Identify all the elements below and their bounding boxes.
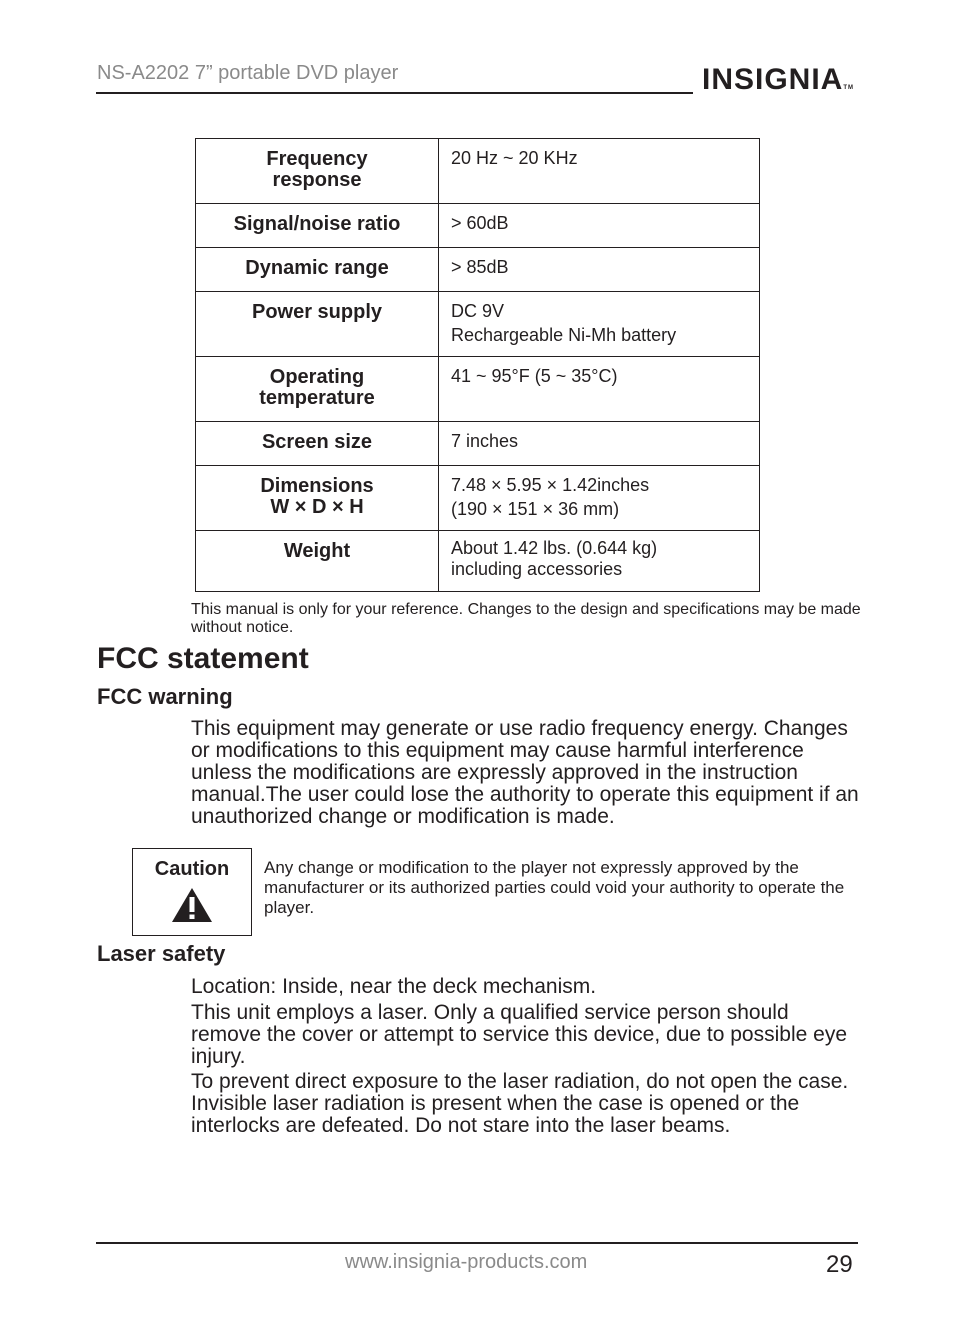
spec-value [439, 531, 760, 592]
spec-label [196, 422, 439, 466]
caution-box [132, 848, 252, 936]
fcc-warning-text: This equipment may generate or use radio frequency energy. Changes or modifications to this equipment may cause harmful interference unless the modifications are expressly approved in the instruction manual.The user could lose the authority to operate this equipment if an unauthorized change or modification is made. [191, 717, 859, 828]
spec-label [196, 248, 439, 292]
laser-safety-heading: Laser safety [97, 941, 226, 966]
spec-value-line: (190 × 151 × 36 mm) [451, 499, 620, 519]
spec-label-line: response [272, 169, 362, 191]
spec-value-line: > 60dB [451, 213, 509, 233]
spec-label-line: Frequency [266, 148, 368, 170]
spec-label [196, 531, 439, 592]
spec-value [439, 204, 760, 248]
spec-value-line: 7 inches [451, 431, 519, 451]
spec-label [196, 466, 439, 531]
spec-value-line: 7.48 × 5.95 × 1.42inches [451, 475, 650, 495]
spec-value-line: About 1.42 lbs. (0.644 kg) [451, 538, 658, 558]
spec-value-line: > 85dB [451, 257, 509, 277]
spec-value [439, 292, 760, 357]
table-row [196, 422, 760, 466]
spec-label-line: W × D × H [270, 496, 364, 518]
spec-value-line: DC 9V [451, 301, 505, 321]
table-row [196, 139, 760, 204]
warning-triangle-icon [171, 887, 213, 923]
table-row [196, 466, 760, 531]
logo-text: INSIGNIA [702, 63, 844, 96]
spec-label [196, 357, 439, 422]
header-rule [96, 92, 693, 94]
spec-label [196, 204, 439, 248]
disclaimer-note: This manual is only for your reference. Changes to the design and specifications may be made without notice. [191, 601, 861, 636]
table-row [196, 248, 760, 292]
header-title: NS-A2202 7” portable DVD player [97, 62, 399, 84]
spec-label-line: Operating [269, 366, 365, 388]
spec-value-line: 20 Hz ~ 20 KHz [451, 148, 578, 168]
logo-trademark: TM [843, 85, 855, 91]
caution-text: Any change or modification to the player not expressly approved by the manufacturer or its authorized parties could void your authority to operate the player. [264, 858, 845, 917]
footer-rule [96, 1242, 858, 1244]
table-row [196, 531, 760, 592]
spec-label-line: Weight [283, 540, 351, 562]
table-row [196, 204, 760, 248]
spec-value [439, 357, 760, 422]
page-number: 29 [826, 1251, 853, 1278]
footer-url: www.insignia-products.com [345, 1251, 588, 1273]
laser-paragraph: This unit employs a laser. Only a qualified service person should remove the cover or attempt to service this device, due to possible eye injury. [191, 1001, 847, 1068]
table-row [196, 357, 760, 422]
fcc-statement-heading: FCC statement [97, 642, 309, 675]
spec-label-line: Dynamic range [245, 257, 389, 279]
spec-value [439, 248, 760, 292]
spec-value [439, 139, 760, 204]
laser-paragraph: To prevent direct exposure to the laser radiation, do not open the case. Invisible laser radiation is present when the case is opened or the interlocks are defeated. Do not stare into the laser beams. [191, 1070, 849, 1137]
spec-value-line: 41 ~ 95°F (5 ~ 35°C) [451, 366, 618, 386]
laser-paragraph: Location: Inside, near the deck mechanism. [191, 975, 597, 998]
spec-label-line: Power supply [251, 301, 383, 323]
spec-label [196, 139, 439, 204]
spec-value [439, 466, 760, 531]
spec-label-line: temperature [259, 387, 375, 409]
spec-value-line: including accessories [451, 559, 623, 579]
table-row [196, 292, 760, 357]
specifications-table [195, 138, 760, 592]
spec-label [196, 292, 439, 357]
spec-label-line: Screen size [261, 431, 373, 453]
fcc-warning-heading: FCC warning [97, 684, 233, 709]
spec-value-line: Rechargeable Ni-Mh battery [451, 325, 677, 345]
caution-label: Caution [154, 858, 230, 880]
spec-label-line: Signal/noise ratio [233, 213, 401, 235]
insignia-logo [702, 60, 854, 100]
spec-label-line: Dimensions [260, 475, 374, 497]
spec-value [439, 422, 760, 466]
